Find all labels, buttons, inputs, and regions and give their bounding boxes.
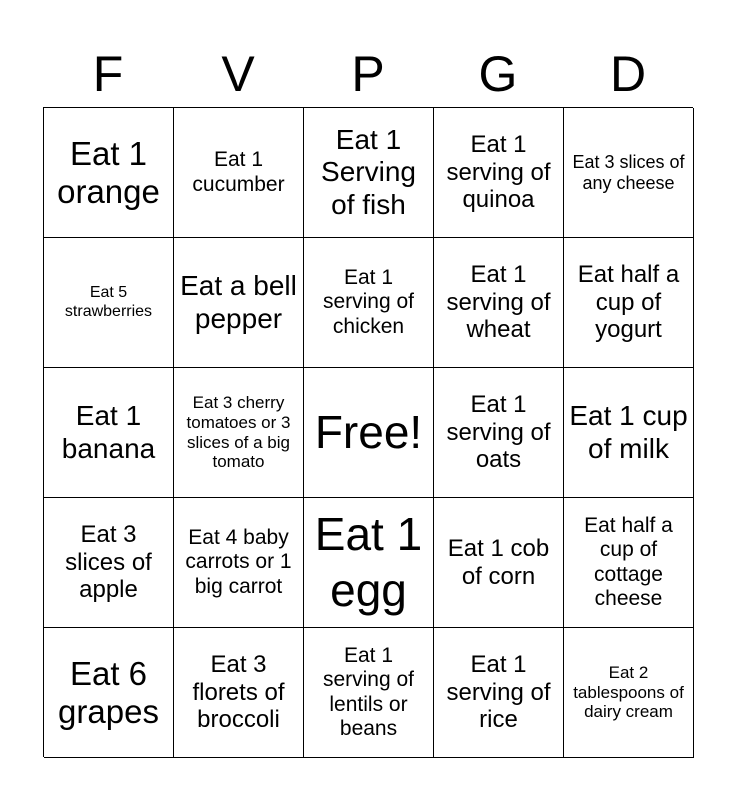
- cell-text: Eat 1 orange: [57, 134, 160, 210]
- bingo-cell[interactable]: [304, 498, 434, 628]
- header-letter-p: P: [351, 46, 385, 102]
- bingo-cell[interactable]: [174, 108, 304, 238]
- cell-text: Eat half a cup of cottage cheese: [584, 514, 673, 610]
- cell-text: Free!: [314, 405, 423, 458]
- bingo-cell[interactable]: [174, 628, 304, 758]
- cell-text: Eat 6 grapes: [58, 654, 159, 730]
- cell-text: Eat 1 banana: [61, 400, 156, 464]
- bingo-cell[interactable]: [434, 108, 564, 238]
- cell-text: Eat 2 tablespoons of dairy cream: [573, 663, 684, 722]
- cell-text: Eat 3 slices of any cheese: [572, 151, 685, 193]
- cell-text: Eat half a cup of yogurt: [577, 261, 680, 344]
- bingo-cell[interactable]: [434, 368, 564, 498]
- header-letter-v: V: [221, 46, 255, 102]
- header-letter-g: G: [478, 46, 518, 102]
- free-space[interactable]: [304, 368, 434, 498]
- header-letter-d: D: [609, 46, 647, 102]
- bingo-cell[interactable]: [44, 368, 174, 498]
- cell-text: Eat 1 egg: [314, 508, 423, 616]
- cell-text: Eat 4 baby carrots or 1 big carrot: [185, 526, 292, 598]
- bingo-header: [43, 40, 693, 108]
- cell-text: Eat 1 serving of lentils or beans: [322, 644, 415, 740]
- cell-text: Eat 1 serving of rice: [446, 651, 551, 734]
- bingo-cell[interactable]: [44, 498, 174, 628]
- cell-text: Eat 3 slices of apple: [65, 521, 152, 604]
- bingo-cell[interactable]: [434, 498, 564, 628]
- cell-text: Eat 1 Serving of fish: [321, 124, 416, 220]
- bingo-cell[interactable]: [44, 238, 174, 368]
- cell-text: Eat 5 strawberries: [64, 284, 153, 320]
- cell-text: Eat 1 cup of milk: [569, 400, 688, 464]
- cell-text: Eat 3 cherry tomatoes or 3 slices of a big tomato: [186, 393, 291, 472]
- bingo-cell[interactable]: [304, 238, 434, 368]
- bingo-cell[interactable]: [564, 238, 694, 368]
- bingo-cell[interactable]: [434, 628, 564, 758]
- cell-text: Eat 1 serving of wheat: [446, 261, 551, 344]
- cell-text: Eat 1 serving of oats: [446, 391, 551, 474]
- cell-text: Eat 1 cob of corn: [447, 534, 550, 590]
- bingo-cell[interactable]: [44, 628, 174, 758]
- bingo-cell[interactable]: [564, 368, 694, 498]
- cell-text: Eat 3 florets of broccoli: [192, 651, 285, 734]
- bingo-cell[interactable]: [564, 628, 694, 758]
- bingo-cell[interactable]: [174, 238, 304, 368]
- bingo-board: [43, 107, 693, 757]
- header-letter-f: F: [92, 46, 124, 102]
- bingo-cell[interactable]: [434, 238, 564, 368]
- cell-text: Eat 1 cucumber: [192, 148, 285, 196]
- bingo-cell[interactable]: [174, 368, 304, 498]
- cell-text: Eat 1 serving of quinoa: [446, 131, 551, 214]
- bingo-cell[interactable]: [44, 108, 174, 238]
- bingo-cell[interactable]: [304, 108, 434, 238]
- bingo-cell[interactable]: [564, 108, 694, 238]
- bingo-cell[interactable]: [564, 498, 694, 628]
- bingo-cell[interactable]: [304, 628, 434, 758]
- cell-text: Eat a bell pepper: [180, 270, 297, 334]
- cell-text: Eat 1 serving of chicken: [322, 266, 415, 338]
- bingo-cell[interactable]: [174, 498, 304, 628]
